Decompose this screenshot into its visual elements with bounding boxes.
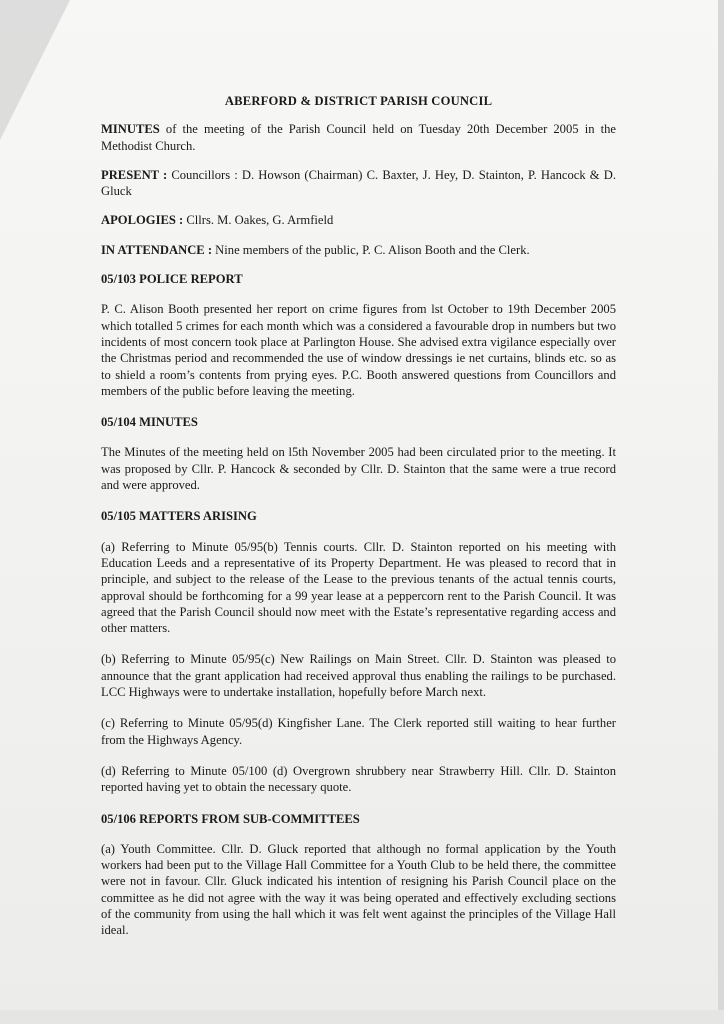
present-text: Councillors : D. Howson (Chairman) C. Baxter, J. Hey, D. Stainton, P. Hancock & D. Gluck	[101, 167, 616, 199]
subcommittees-heading: 05/106 REPORTS FROM SUB-COMMITTEES	[101, 811, 360, 826]
minutes-label: MINUTES	[101, 122, 160, 137]
matters-item-d: (d) Referring to Minute 05/100 (d) Overgrown shrubbery near Strawberry Hill. Cllr. D. Stainton reported having yet to obtain the necessary quote.	[101, 763, 616, 795]
matters-item-b: (b) Referring to Minute 05/95(c) New Railings on Main Street. Cllr. D. Stainton was pleased to announce that the grant application had received approval thus enabling the railings to be purchased. LCC Highways were to undertake installation, hopefully before March next.	[101, 652, 616, 700]
minutes-content	[101, 93, 616, 954]
minutes-text: of the meeting of the Parish Council held on Tuesday 20th December 2005 in the Methodist Church.	[101, 122, 616, 153]
minutes-heading: 05/104 MINUTES	[101, 415, 198, 430]
scan-bottom-edge	[0, 1010, 724, 1024]
police-report-body: P. C. Alison Booth presented her report on crime figures from lst October to 19th December 2005 which totalled 5 crimes for each month which was a considered a favourable drop in numbers but two incidents of most concern took place at Parlington House. She advised extra vigilance especially over the Christmas period and recommended the use of window dressings ie net curtains, blinds etc. so as to shield a room’s contents from prying eyes. P.C. Booth answered questions from Councillors and members of the public before leaving the meeting.	[101, 302, 616, 398]
attendance-line	[101, 242, 616, 258]
council-title: ABERFORD & DISTRICT PARISH COUNCIL	[224, 94, 493, 108]
apologies-label: APOLOGIES :	[101, 213, 184, 228]
matters-item-a: (a) Referring to Minute 05/95(b) Tennis courts. Cllr. D. Stainton reported on his meeting with Education Leeds and a representative of its Property Department. He was pleased to record that in principle, and subject to the release of the Lease to the previous tenants of the actual tennis courts, approval should be forthcoming for a 99 year lease at a peppercorn rent to the Parish Council. It was agreed that the Parish Council should now meet with the Estate’s representative regarding access and other matters.	[101, 539, 616, 636]
present-line	[101, 167, 616, 200]
apologies-line	[101, 212, 616, 228]
scan-edge	[718, 0, 724, 1024]
matters-arising-heading: 05/105 MATTERS ARISING	[101, 509, 257, 524]
minutes-body: The Minutes of the meeting held on l5th November 2005 had been circulated prior to the meeting. It was proposed by Cllr. P. Hancock & seconded by Cllr. D. Stainton that the same were a true record and were approved.	[101, 445, 616, 493]
apologies-text: Cllrs. M. Oakes, G. Armfield	[183, 213, 334, 228]
police-report-heading: 05/103 POLICE REPORT	[101, 272, 243, 287]
attendance-text: Nine members of the public, P. C. Alison Booth and the Clerk.	[212, 242, 530, 257]
subcommittees-item-a: (a) Youth Committee. Cllr. D. Gluck reported that although no formal application by the Youth workers had been put to the Village Hall Committee for a Youth Club to be held there, the committee were not in favour. Cllr. Gluck indicated his intention of resigning his Parish Council place on the committee as he did not agree with the way it was being operated and effectively excluding sections of the community from using the hall which it was felt went against the principles of the Village Hall ideal.	[101, 841, 616, 938]
minutes-intro	[101, 121, 616, 154]
folded-corner	[0, 0, 70, 140]
matters-item-c: (c) Referring to Minute 05/95(d) Kingfisher Lane. The Clerk reported still waiting to hear further from the Highways Agency.	[101, 716, 616, 747]
attendance-label: IN ATTENDANCE :	[101, 242, 213, 257]
present-label: PRESENT :	[101, 167, 168, 182]
